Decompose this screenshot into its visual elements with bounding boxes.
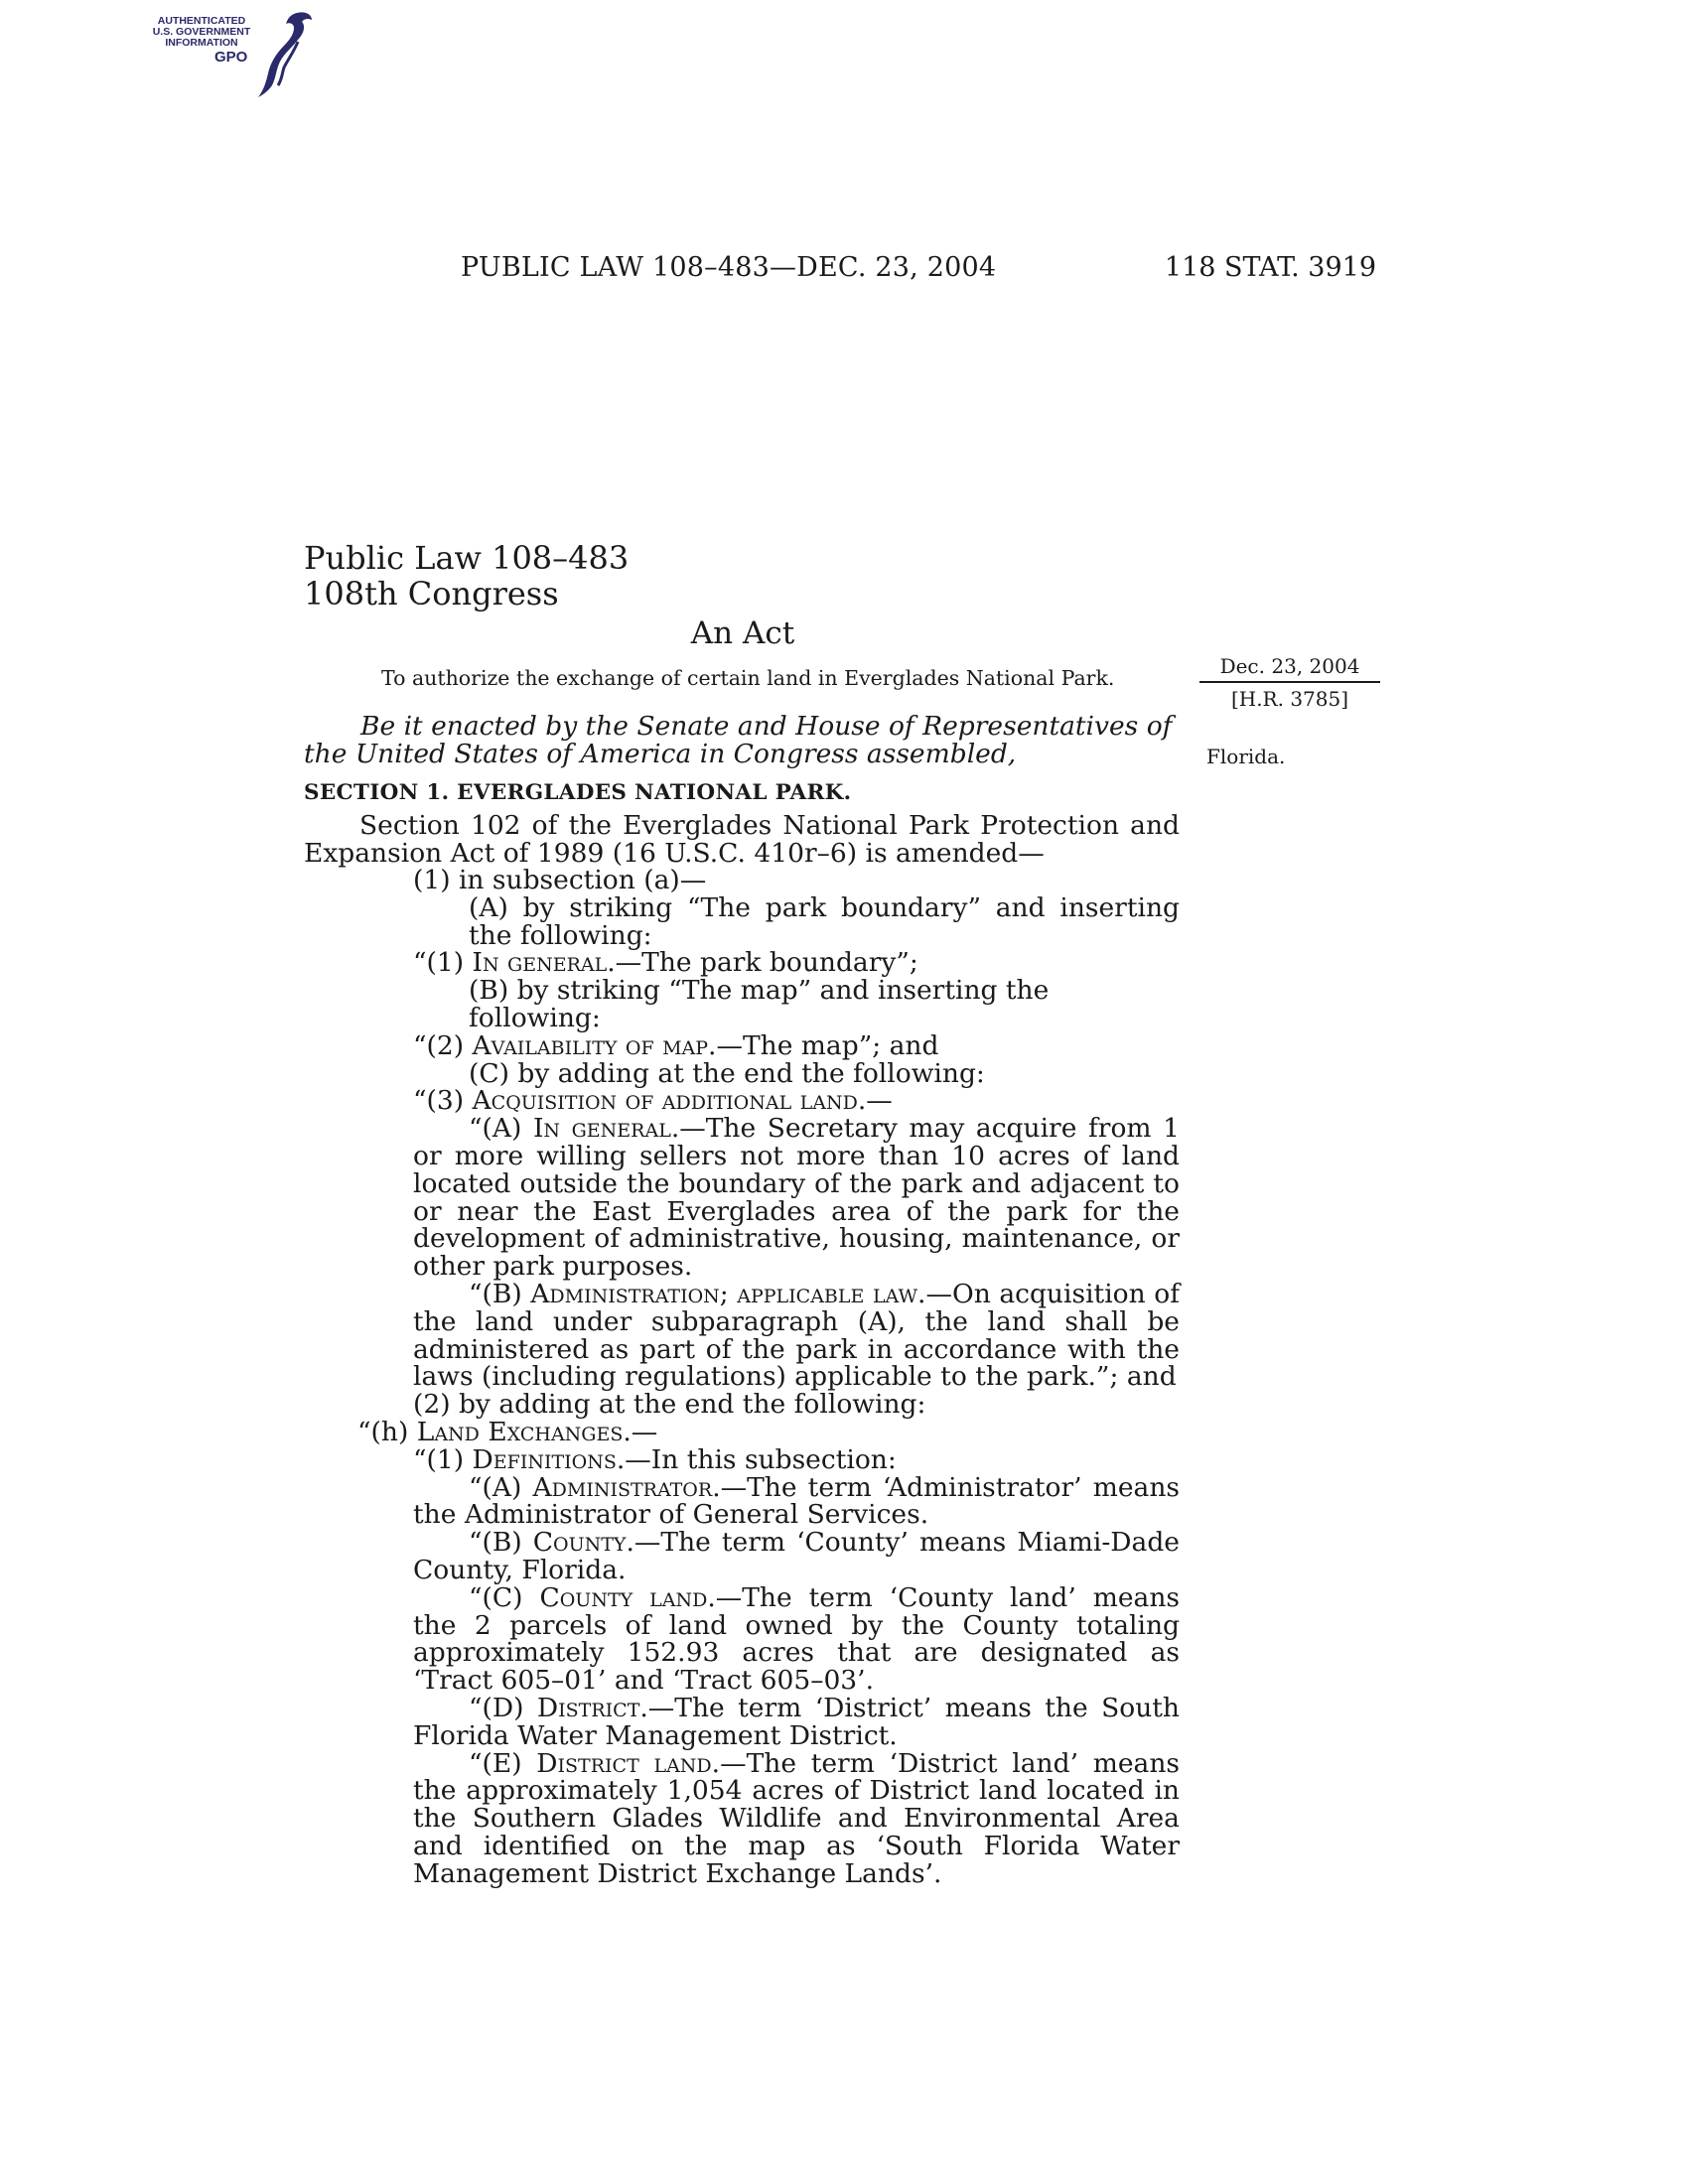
margin-state-note: Florida.: [1206, 745, 1286, 768]
subparagraph-a: [304, 891, 1180, 951]
definition-administrator: [304, 1471, 1180, 1531]
subparagraph-b: (B) by striking “The map” and inserting the following:: [469, 975, 1050, 1033]
quoted-subparagraph-3a: [304, 1115, 1180, 1281]
quoted-heading-acquisition: Acquisition of additional land: [472, 1085, 858, 1117]
seal-line-3: INFORMATION: [165, 37, 238, 49]
quoted-text: .—In this subsection:: [616, 1443, 897, 1475]
definition-district: [304, 1692, 1180, 1751]
act-purpose: To authorize the exchange of certain land in Everglades National Park.: [381, 666, 1115, 690]
quote-marker: “(2): [413, 1029, 473, 1061]
quote-marker: “(h): [357, 1416, 417, 1447]
act-heading: An Act: [690, 615, 795, 651]
quoted-text: .—The Secretary may acquire from 1 or more willing sellers not more than 10 acres of land located outside the boundary of the park and adjacent to or near the East Everglades area of the park for the development of administrative, housing, maintenance, or other park purposes.: [413, 1113, 1180, 1283]
definition-county-land: [304, 1581, 1180, 1697]
quoted-heading-district: District: [536, 1692, 640, 1723]
paragraph-1: (1) in subsection (a)—: [413, 865, 707, 895]
quote-marker: “(B): [469, 1527, 533, 1559]
enacting-clause-line-2: the United States of America in Congress assembled,: [304, 739, 1017, 769]
seal-line-2: U.S. GOVERNMENT: [152, 26, 251, 38]
quoted-heading-in-general: In general: [472, 947, 608, 979]
definition-district-land: [304, 1747, 1180, 1889]
section-intro: [304, 812, 1180, 868]
quote-marker: “(A): [469, 1471, 533, 1503]
quote-marker: “(A): [469, 1113, 533, 1145]
subparagraph-a-text: (A) by striking “The park boundary” and inserting the following:: [469, 891, 1180, 951]
quote-marker: “(B): [469, 1278, 531, 1309]
quoted-paragraph-3: [304, 1087, 1180, 1115]
quoted-heading-county-land: County land: [539, 1581, 708, 1613]
quote-marker: “(1): [413, 1443, 473, 1475]
quoted-heading-in-general: In general: [532, 1113, 671, 1145]
quoted-heading-definitions: Definitions: [472, 1443, 617, 1475]
quoted-text: .—The term ‘County’ means Miami-Dade County, Florida.: [413, 1527, 1180, 1585]
quoted-heading-administration: Administration; applicable law: [530, 1278, 918, 1309]
amendment-body: [304, 867, 1180, 1887]
quoted-text: .—The term ‘Administrator’ means the Administrator of General Services.: [413, 1471, 1180, 1531]
margin-date: Dec. 23, 2004: [1219, 654, 1360, 678]
seal-text: [137, 16, 266, 66]
quoted-text: .—The map”; and: [708, 1029, 939, 1061]
quoted-heading-availability: Availability of map: [472, 1029, 709, 1061]
quoted-subsection-h: [304, 1416, 1180, 1447]
subparagraph-c: (C) by adding at the end the following:: [469, 1057, 985, 1089]
quoted-heading-district-land: District land: [536, 1747, 712, 1779]
running-head: PUBLIC LAW 108–483—DEC. 23, 2004: [461, 252, 997, 283]
quoted-text: .—The term ‘County land’ means the 2 parcels of land owned by the County totaling approximately 152.93 acres that are designated as ‘Tract 605–01’ and ‘Tract 605–03’.: [413, 1581, 1180, 1697]
quote-marker: “(D): [469, 1692, 537, 1723]
paragraph-2: (2) by adding at the end the following:: [413, 1389, 926, 1421]
quoted-text: .—: [623, 1416, 658, 1447]
margin-bill-number: [H.R. 3785]: [1230, 687, 1349, 711]
quoted-text: .—The term ‘District’ means the South Florida Water Management District.: [413, 1692, 1180, 1751]
quoted-paragraph-1: [304, 949, 1180, 977]
quoted-text: .—: [857, 1085, 893, 1117]
quote-marker: “(E): [469, 1747, 537, 1779]
quote-marker: “(3): [413, 1085, 473, 1117]
quoted-paragraph-h1: [304, 1443, 1180, 1475]
quoted-paragraph-2: [304, 1029, 1180, 1061]
quoted-heading-land-exchanges: Land Exchanges: [416, 1416, 624, 1447]
quote-marker: “(1): [413, 947, 473, 979]
public-law-title: Public Law 108–483: [304, 539, 630, 577]
margin-divider: [1199, 681, 1380, 683]
enacting-clause-line-1: Be it enacted by the Senate and House of Representatives of: [360, 711, 1173, 742]
statute-citation: 118 STAT. 3919: [1164, 252, 1376, 283]
quoted-text: .—The park boundary”;: [607, 947, 918, 979]
section-intro-text: Section 102 of the Everglades National Park Protection and Expansion Act of 1989 (16 U.S.C. 410r–6) is amended—: [304, 810, 1180, 869]
congress-label: 108th Congress: [304, 575, 559, 613]
seal-gpo: GPO: [214, 49, 248, 66]
seal-line-1: AUTHENTICATED: [157, 15, 246, 27]
quoted-heading-administrator: Administrator: [532, 1471, 713, 1503]
definition-county: [304, 1529, 1180, 1584]
quote-marker: “(C): [469, 1581, 540, 1613]
quoted-heading-county: County: [532, 1527, 627, 1559]
section-heading: SECTION 1. EVERGLADES NATIONAL PARK.: [304, 780, 852, 805]
gpo-authentication-seal: [137, 8, 318, 99]
quoted-text: .—The term ‘District land’ means the approximately 1,054 acres of District land located in the Southern Glades Wildlife and Environmental Area and identified on the map as ‘South Florida Water Management District Exchange Lands’.: [413, 1747, 1180, 1889]
quoted-subparagraph-3b: [304, 1278, 1181, 1393]
eagle-icon: [254, 8, 316, 97]
quoted-text: .—On acquisition of the land under subparagraph (A), the land shall be administered as part of the park in accordance with the laws (including regulations) applicable to the park.”; and: [413, 1278, 1181, 1393]
